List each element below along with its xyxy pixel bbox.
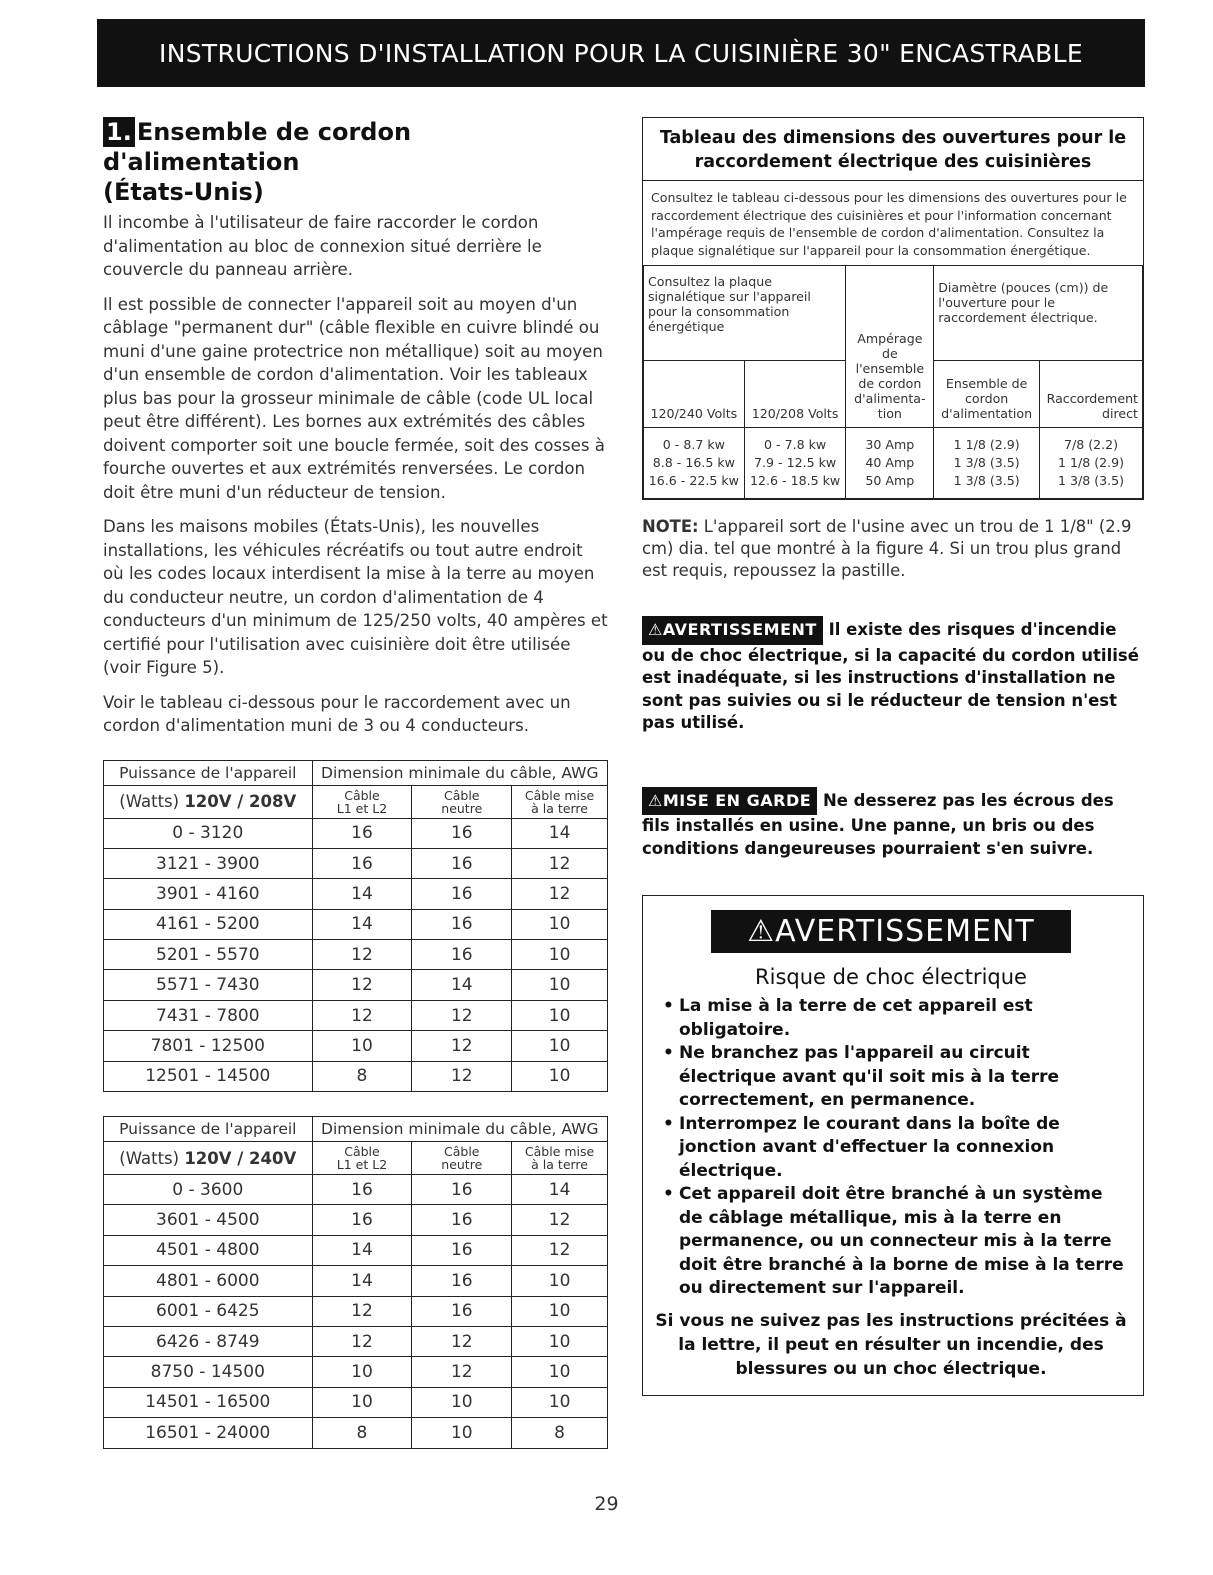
header-cable-l1l2: Câble L1 et L2 xyxy=(312,785,412,818)
wire-size-table-208 xyxy=(103,760,608,1093)
page-banner: INSTRUCTIONS D'INSTALLATION POUR LA CUISINIÈRE 30" ENCASTRABLE xyxy=(97,19,1145,87)
list-item: • Ne branchez pas l'appareil au circuit électrique avant qu'il soit mis à la terre correctement, en permanence. xyxy=(663,1042,1129,1113)
table-row xyxy=(104,1387,608,1417)
header-120-208: 120/208 Volts xyxy=(744,361,846,428)
header-amperage: Ampérage de l'ensemble de cordon d'alimenta-tion xyxy=(846,266,934,428)
table-cell: 3601 - 4500 xyxy=(104,1205,313,1235)
table-row xyxy=(104,1266,608,1296)
table-cell: 10 xyxy=(512,970,608,1000)
table-cell: 14 xyxy=(312,879,412,909)
header-cable-ground: Câble mise à la terre xyxy=(512,785,608,818)
table-cell: 12 xyxy=(412,1061,512,1091)
table-cell: 12 xyxy=(312,1000,412,1030)
dimension-value: 12.6 - 18.5 kw xyxy=(749,473,841,488)
shock-warning-closing: Si vous ne suivez pas les instructions précitées à la lettre, il peut en résulter un incendie, des blessures ou un choc électrique. xyxy=(655,1310,1127,1379)
wire-size-table-240 xyxy=(103,1116,608,1449)
dimension-value: 0 - 8.7 kw xyxy=(662,437,725,452)
header-cable-neutral: Câble neutre xyxy=(412,785,512,818)
table-cell: 5201 - 5570 xyxy=(104,940,313,970)
table-cell: 14 xyxy=(412,970,512,1000)
table-cell: 10 xyxy=(512,1000,608,1030)
table-cell: 16501 - 24000 xyxy=(104,1418,313,1448)
table-cell: 10 xyxy=(512,1266,608,1296)
warning-fire xyxy=(642,616,1144,735)
dimensions-title: Tableau des dimensions des ouvertures pour le raccordement électrique des cuisinières xyxy=(643,118,1143,181)
table-cell: 10 xyxy=(512,1296,608,1326)
opening-dimensions-box xyxy=(642,117,1144,500)
table-cell: 4801 - 6000 xyxy=(104,1266,313,1296)
table-cell: 12 xyxy=(512,1205,608,1235)
table-cell: 8 xyxy=(512,1418,608,1448)
table-cell: 10 xyxy=(512,1326,608,1356)
table-cell: 10 xyxy=(512,1061,608,1091)
section-title xyxy=(103,117,608,207)
header-cable-l1l2: Câble L1 et L2 xyxy=(312,1142,412,1175)
table-cell: 12 xyxy=(312,940,412,970)
paragraph-2: Il est possible de connecter l'appareil soit au moyen d'un câblage "permanent dur" (câble flexible en cuivre blindé ou muni d'une gaine protectrice non métallique) soit au moyen d'un ensemble de cordon d'alimentation. Voir les tableaux plus bas pour la grosseur minimale de câble (code UL local peut être différent). Les bornes aux extrémités des câbles doivent comporter soit une boucle fermée, soit des cosses à fourche ouvertes et aux extrémités renversées. Le cordon doit être muni d'un réducteur de tension. xyxy=(103,294,605,502)
table-row xyxy=(104,1235,608,1265)
table-cell: 10 xyxy=(512,1357,608,1387)
col-120-240 xyxy=(644,428,745,499)
table-cell: 16 xyxy=(412,1296,512,1326)
warning-text: Il existe des risques d'incendie ou de choc électrique, si la capacité du cordon utilisé est inadéquate, si les instructions d'installation ne sont pas suivies ou si le réducteur de tension n'est pas utilisé. xyxy=(642,620,1139,732)
header-dimension: Dimension minimale du câble, AWG xyxy=(312,760,607,785)
table-row xyxy=(104,1296,608,1326)
table-row xyxy=(104,1175,608,1205)
table-cell: 16 xyxy=(412,940,512,970)
table-cell: 12 xyxy=(512,879,608,909)
table-cell: 4501 - 4800 xyxy=(104,1235,313,1265)
col-direct xyxy=(1040,428,1143,499)
table-cell: 12 xyxy=(512,1235,608,1265)
table-cell: 14 xyxy=(312,1235,412,1265)
header-direct: Raccordement direct xyxy=(1040,361,1143,428)
table-row xyxy=(104,1418,608,1448)
table-cell: 14 xyxy=(312,1266,412,1296)
table-cell: 14 xyxy=(512,818,608,848)
table-cell: 16 xyxy=(412,1205,512,1235)
table-cell: 12 xyxy=(412,1031,512,1061)
header-dimension: Dimension minimale du câble, AWG xyxy=(312,1117,607,1142)
shock-warning-tag: ⚠AVERTISSEMENT xyxy=(711,910,1071,953)
table-cell: 16 xyxy=(412,1266,512,1296)
table-cell: 7431 - 7800 xyxy=(104,1000,313,1030)
col-cord-set xyxy=(934,428,1040,499)
table-cell: 6001 - 6425 xyxy=(104,1296,313,1326)
table-cell: 14 xyxy=(312,909,412,939)
note: NOTE: L'appareil sort de l'usine avec un trou de 1 1/8" (2.9 cm) dia. tel que montré à la figure 4. Si un trou plus grand est requis, repoussez la pastille. xyxy=(642,517,1132,580)
table-row xyxy=(104,970,608,1000)
left-column xyxy=(103,117,608,1449)
header-diameter: Diamètre (pouces (cm)) de l'ouverture pour le raccordement électrique. xyxy=(934,266,1143,361)
table-cell: 12 xyxy=(312,1326,412,1356)
paragraph-3: Dans les maisons mobiles (États-Unis), les nouvelles installations, les véhicules récréatifs ou tout autre endroit où les codes locaux interdisent la mise à la terre au moyen du conducteur neutre, un cordon d'alimentation de 4 conducteurs d'un minimum de 125/250 volts, 40 ampères et certifié pour l'utilisation avec cuisinière doit être utilisée (voir Figure 5). xyxy=(103,517,608,677)
table-cell: 16 xyxy=(412,909,512,939)
table-cell: 16 xyxy=(412,879,512,909)
dimension-value: 7.9 - 12.5 kw xyxy=(754,455,837,470)
table-cell: 16 xyxy=(412,818,512,848)
table-cell: 14 xyxy=(512,1175,608,1205)
table-cell: 10 xyxy=(512,1387,608,1417)
table-row xyxy=(104,1205,608,1235)
table-cell: 10 xyxy=(312,1031,412,1061)
opening-dimensions-table xyxy=(643,266,1143,499)
dimension-value: 7/8 (2.2) xyxy=(1063,437,1119,452)
table-cell: 16 xyxy=(312,818,412,848)
table-cell: 12501 - 14500 xyxy=(104,1061,313,1091)
dimension-value: 1 3/8 (3.5) xyxy=(953,455,1020,470)
dimensions-intro: Consultez le tableau ci-dessous pour les dimensions des ouvertures pour le raccordement électrique des cuisinières et pour l'information concernant l'ampérage requis de l'ensemble de cordon d'alimentation. Consultez la plaque signalétique sur l'appareil pour la consommation énergétique. xyxy=(643,181,1143,266)
section-title-line2: (États-Unis) xyxy=(103,178,264,206)
dimension-value: 50 Amp xyxy=(865,473,915,488)
table-cell: 16 xyxy=(412,848,512,878)
table-row xyxy=(104,1061,608,1091)
paragraph-4: Voir le tableau ci-dessous pour le raccordement avec un cordon d'alimentation muni de 3 ou 4 conducteurs. xyxy=(103,692,571,735)
caution-tag: ⚠MISE EN GARDE xyxy=(642,787,817,816)
table-row xyxy=(104,1357,608,1387)
table-cell: 10 xyxy=(512,1031,608,1061)
table-row xyxy=(104,909,608,939)
table-cell: 12 xyxy=(412,1357,512,1387)
dimension-value: 40 Amp xyxy=(865,455,915,470)
table-row xyxy=(104,879,608,909)
dimension-value: 0 - 7.8 kw xyxy=(764,437,827,452)
header-cable-ground: Câble mise à la terre xyxy=(512,1142,608,1175)
shock-warning-box xyxy=(642,895,1144,1396)
table-cell: 14501 - 16500 xyxy=(104,1387,313,1417)
col-amperage xyxy=(846,428,934,499)
header-120-240: 120/240 Volts xyxy=(644,361,745,428)
shock-warning-heading: Risque de choc électrique xyxy=(755,965,1027,989)
list-item: • Cet appareil doit être branché à un système de câblage métallique, mis à la terre en permanence, ou un connecteur mis à la terre doit être branché à la borne de mise à la terre ou directement sur l'appareil. xyxy=(663,1183,1129,1301)
table-cell: 3121 - 3900 xyxy=(104,848,313,878)
table-cell: 10 xyxy=(512,909,608,939)
list-item: • La mise à la terre de cet appareil est obligatoire. xyxy=(663,995,1129,1042)
caution-notice xyxy=(642,787,1144,861)
section-title-line1: Ensemble de cordon d'alimentation xyxy=(103,118,412,176)
table-cell: 6426 - 8749 xyxy=(104,1326,313,1356)
header-plate: Consultez la plaque signalétique sur l'appareil pour la consommation énergétique xyxy=(644,266,846,361)
table-cell: 16 xyxy=(412,1235,512,1265)
table-cell: 16 xyxy=(312,1175,412,1205)
table-cell: 12 xyxy=(412,1000,512,1030)
table-row xyxy=(104,940,608,970)
list-item: • Interrompez le courant dans la boîte de jonction avant d'effectuer la connexion électrique. xyxy=(663,1113,1129,1184)
paragraph-1: Il incombe à l'utilisateur de faire raccorder le cordon d'alimentation au bloc de connexion situé derrière le couvercle du panneau arrière. xyxy=(103,213,542,279)
dimension-value: 1 3/8 (3.5) xyxy=(953,473,1020,488)
col-120-208 xyxy=(744,428,846,499)
table-cell: 10 xyxy=(412,1418,512,1448)
header-power: Puissance de l'appareil xyxy=(104,1117,313,1142)
warning-tag: ⚠AVERTISSEMENT xyxy=(642,616,823,645)
table-cell: 12 xyxy=(312,1296,412,1326)
table-cell: 16 xyxy=(412,1175,512,1205)
table-cell: 10 xyxy=(512,940,608,970)
section-number: 1. xyxy=(103,117,135,147)
page-number: 29 xyxy=(594,1493,619,1515)
table-cell: 5571 - 7430 xyxy=(104,970,313,1000)
table-cell: 8 xyxy=(312,1418,412,1448)
table-cell: 16 xyxy=(312,848,412,878)
shock-warning-list xyxy=(653,995,1129,1301)
table-cell: 12 xyxy=(412,1326,512,1356)
table-row xyxy=(104,1031,608,1061)
header-watts: (Watts) 120V / 240V xyxy=(104,1142,313,1175)
table-cell: 12 xyxy=(512,848,608,878)
table-row xyxy=(104,848,608,878)
table-cell: 12 xyxy=(312,970,412,1000)
table-cell: 3901 - 4160 xyxy=(104,879,313,909)
table-cell: 0 - 3120 xyxy=(104,818,313,848)
dimension-value: 1 1/8 (2.9) xyxy=(953,437,1020,452)
right-column xyxy=(642,117,1144,1396)
table-cell: 10 xyxy=(412,1387,512,1417)
table-cell: 8750 - 14500 xyxy=(104,1357,313,1387)
header-watts: (Watts) 120V / 208V xyxy=(104,785,313,818)
table-row xyxy=(104,1000,608,1030)
table-cell: 4161 - 5200 xyxy=(104,909,313,939)
table-cell: 16 xyxy=(312,1205,412,1235)
table-cell: 7801 - 12500 xyxy=(104,1031,313,1061)
dimension-value: 8.8 - 16.5 kw xyxy=(652,455,735,470)
caution-text: Ne desserez pas les écrous des fils installés en usine. Une panne, un bris ou des conditions dangeureuses pourraient s'en suivre. xyxy=(642,790,1114,858)
header-cord-set: Ensemble de cordon d'alimentation xyxy=(934,361,1040,428)
dimension-value: 16.6 - 22.5 kw xyxy=(648,473,739,488)
table-cell: 10 xyxy=(312,1357,412,1387)
dimension-value: 30 Amp xyxy=(865,437,915,452)
table-cell: 0 - 3600 xyxy=(104,1175,313,1205)
table-row xyxy=(104,1326,608,1356)
dimension-value: 1 1/8 (2.9) xyxy=(1057,455,1125,470)
header-power: Puissance de l'appareil xyxy=(104,760,313,785)
table-cell: 10 xyxy=(312,1387,412,1417)
table-cell: 8 xyxy=(312,1061,412,1091)
header-cable-neutral: Câble neutre xyxy=(412,1142,512,1175)
dimension-value: 1 3/8 (3.5) xyxy=(1057,473,1125,488)
table-row xyxy=(104,818,608,848)
